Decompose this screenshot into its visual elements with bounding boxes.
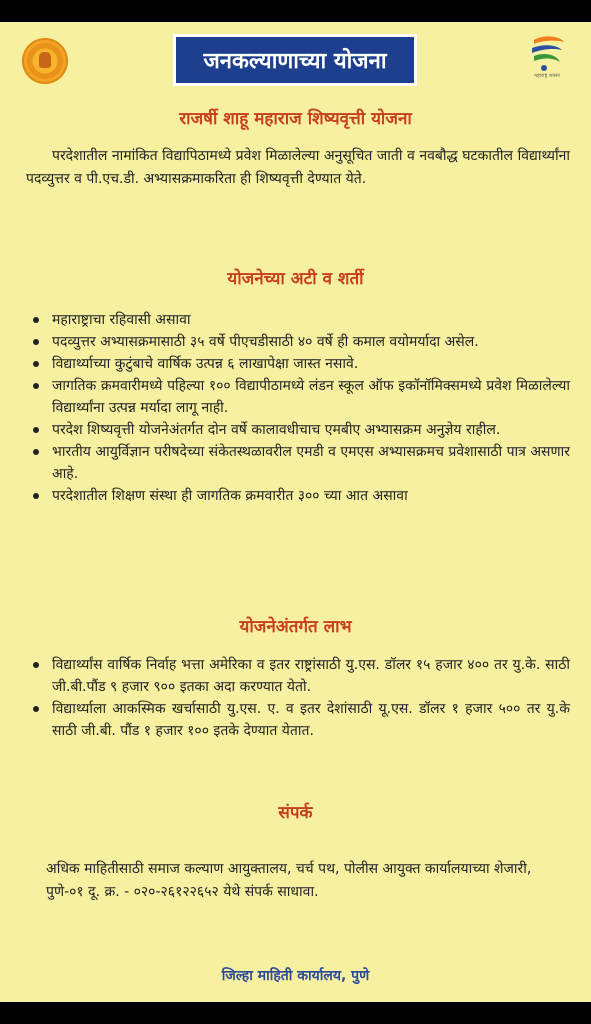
list-item: भारतीय आयुर्विज्ञान परीषदेच्या संकेतस्थळावरील एमडी व एमएस अभ्यासक्रमच प्रवेशासाठी पात्र असणार आहे. [26, 441, 570, 485]
list-item: जागतिक क्रमवारीमध्ये पहिल्या १०० विद्यापीठामध्ये लंडन स्कूल ऑफ इकॉनॉमिक्समध्ये प्रवेश मिळालेल्या विद्यार्थ्यांना उत्पन्न मर्यादा लागू नाही. [26, 375, 570, 419]
benefits-list [26, 654, 570, 742]
contact-heading: संपर्क [278, 803, 313, 823]
logo-tagline: महाराष्ट्र शासन [534, 73, 560, 79]
conditions-list [26, 309, 570, 507]
list-item: विद्यार्थ्यांस वार्षिक निर्वाह भत्ता अमेरिका व इतर राष्ट्रांसाठी यु.एस. डॉलर १५ हजार ४०० तर यु.के. साठी जी.बी.पौंड ९ हजार ९०० इतका अदा करण्यात येतो. [26, 654, 570, 698]
list-item: महाराष्ट्राचा रहिवासी असावा [26, 309, 570, 331]
poster [0, 22, 591, 1002]
footer-office: जिल्हा माहिती कार्यालय, पुणे [221, 968, 370, 984]
list-item: विद्यार्थ्याला आकस्मिक खर्चासाठी यु.एस. ए. व इतर देशांसाठी यू.एस. डॉलर १ हजार ५०० तर यु.के साठी जी.बी. पौंड १ हजार १०० इतके देण्यात येतात. [26, 698, 570, 742]
contact-text: अधिक माहितीसाठी समाज कल्याण आयुक्तालय, चर्च पथ, पोलीस आयुक्त कार्यालयाच्या शेजारी, पुणे-०१ दू. क्र. - ०२०-२६१२२६५२ येथे संपर्क साधावा. [46, 861, 532, 900]
list-item: पदव्युत्तर अभ्यासक्रमासाठी ३५ वर्षे पीएचडीसाठी ४० वर्षे ही कमाल वयोमर्यादा असेल. [26, 331, 570, 353]
list-item: परदेश शिष्यवृत्ती योजनेअंतर्गत दोन वर्षे कालावधीचाच एमबीए अभ्यासक्रम अनुज्ञेय राहील. [26, 419, 570, 441]
conditions-heading: योजनेच्या अटी व शर्ती [227, 269, 364, 289]
scheme-title: राजर्षी शाहू महाराज शिष्यवृत्ती योजना [179, 109, 412, 129]
scheme-intro: परदेशातील नामांकित विद्यापिठामध्ये प्रवेश मिळालेल्या अनुसूचित जाती व नवबौद्ध घटकातील विद्यार्थ्यांना पदव्युत्तर व पी.एच.डी. अभ्यासक्रमाकरिता ही शिष्यवृत्ती देण्यात येते. [26, 148, 570, 187]
list-item: परदेशातील शिक्षण संस्था ही जागतिक क्रमवारीत ३०० च्या आत असावा [26, 485, 570, 507]
benefits-heading: योजनेअंतर्गत लाभ [239, 617, 352, 637]
page-title: जनकल्याणाच्या योजना [173, 34, 417, 86]
maharashtra-emblem-icon [22, 38, 68, 84]
list-item: विद्यार्थ्याच्या कुटुंबाचे वार्षिक उत्पन्न ६ लाखापेक्षा जास्त नसावे. [26, 353, 570, 375]
